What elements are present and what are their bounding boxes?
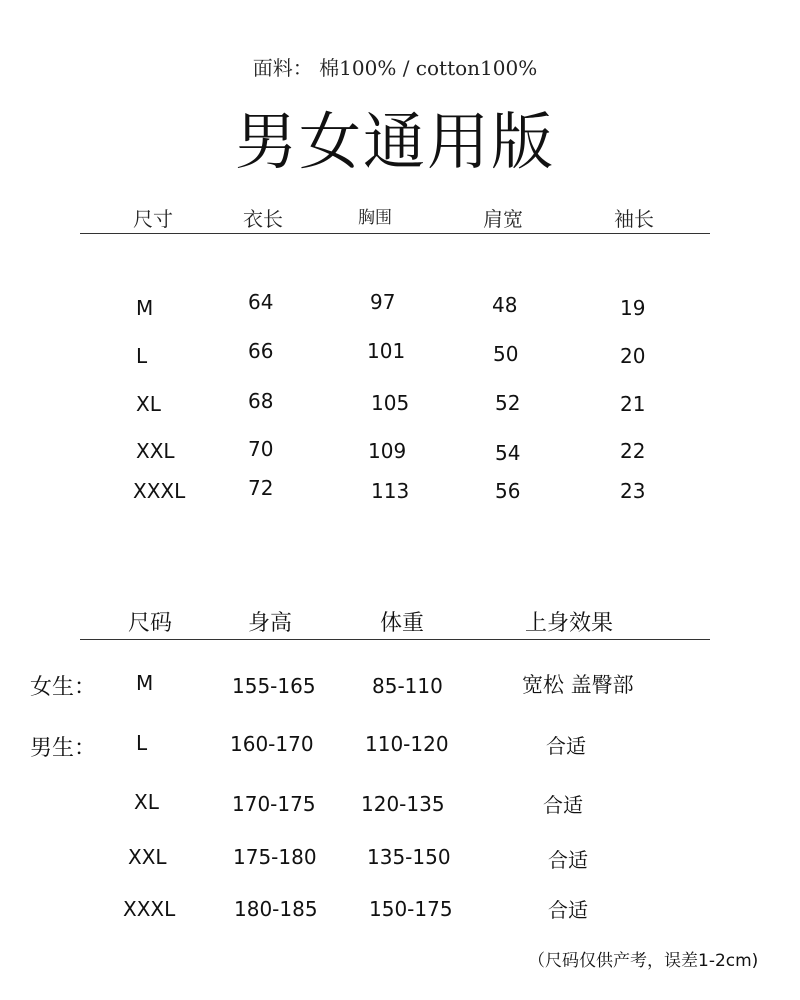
effect-cell: 合适 (548, 898, 588, 922)
shoulder-cell: 54 (495, 441, 521, 465)
height-cell: 175-180 (233, 845, 317, 869)
size-cell: L (136, 731, 148, 755)
sleeve-cell: 23 (620, 479, 646, 503)
size-cell: M (136, 296, 154, 320)
height-cell: 155-165 (232, 674, 316, 698)
header-height: 身高 (248, 611, 293, 636)
weight-cell: 120-135 (361, 792, 445, 816)
shoulder-cell: 56 (495, 479, 521, 503)
length-cell: 68 (248, 389, 274, 413)
effect-cell: 合适 (546, 734, 586, 758)
size-cell: XXL (128, 845, 167, 869)
length-cell: 64 (248, 290, 274, 314)
shoulder-cell: 48 (492, 293, 518, 317)
size-cell: XXXL (123, 897, 176, 921)
height-cell: 180-185 (234, 897, 318, 921)
length-cell: 70 (248, 437, 274, 461)
chest-cell: 113 (371, 479, 410, 503)
header-length: 衣长 (243, 207, 283, 231)
fit-table-divider (80, 639, 710, 640)
shoulder-cell: 52 (495, 391, 521, 415)
size-cell: M (136, 671, 154, 695)
weight-cell: 110-120 (365, 732, 449, 756)
height-cell: 160-170 (230, 732, 314, 756)
length-cell: 66 (248, 339, 274, 363)
weight-cell: 150-175 (369, 897, 453, 921)
header-sleeve: 袖长 (614, 207, 654, 231)
effect-cell: 合适 (543, 793, 583, 817)
height-cell: 170-175 (232, 792, 316, 816)
header-size-code: 尺码 (128, 611, 173, 636)
shoulder-cell: 50 (493, 342, 519, 366)
weight-cell: 135-150 (367, 845, 451, 869)
material-text: 面料： 棉100% / cotton100% (252, 56, 538, 80)
weight-cell: 85-110 (372, 674, 443, 698)
gender-label: 男生： (30, 736, 97, 761)
page-title: 男女通用版 (234, 105, 555, 178)
size-cell: XXL (136, 439, 175, 463)
chest-cell: 101 (367, 339, 406, 363)
effect-cell: 宽松 盖臀部 (522, 673, 634, 697)
header-size: 尺寸 (133, 207, 173, 231)
size-table-divider (80, 233, 710, 234)
header-shoulder: 肩宽 (483, 207, 523, 231)
header-weight: 体重 (380, 611, 425, 636)
size-cell: XL (134, 790, 159, 814)
size-cell: L (136, 344, 148, 368)
size-note: （尺码仅供产考，误差1-2cm) (528, 951, 759, 971)
length-cell: 72 (248, 476, 274, 500)
sleeve-cell: 22 (620, 439, 646, 463)
chest-cell: 109 (368, 439, 407, 463)
sleeve-cell: 21 (620, 392, 646, 416)
header-chest: 胸围 (358, 208, 392, 228)
effect-cell: 合适 (548, 848, 588, 872)
gender-label: 女生： (30, 675, 97, 700)
size-cell: XXXL (133, 479, 186, 503)
sleeve-cell: 19 (620, 296, 646, 320)
chest-cell: 97 (370, 290, 396, 314)
chest-cell: 105 (371, 391, 410, 415)
sleeve-cell: 20 (620, 344, 646, 368)
size-cell: XL (136, 392, 161, 416)
header-effect: 上身效果 (525, 611, 614, 636)
